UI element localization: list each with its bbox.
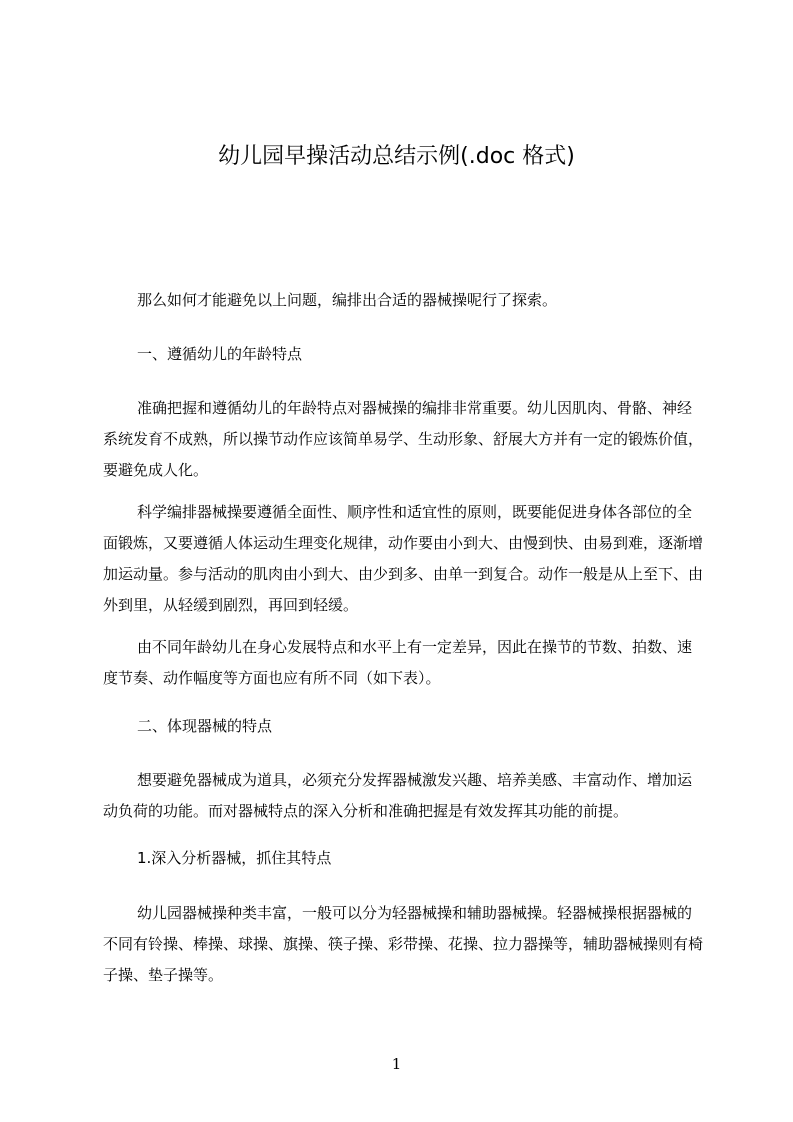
page-number: 1 [391, 1055, 402, 1073]
document-title: 幼儿园早操活动总结示例(.doc 格式) [218, 144, 575, 169]
paragraph-age-differences: 由不同年龄幼儿在身心发展特点和水平上有一定差异，因此在操节的节数、拍数、速度节奏、动作幅度等方面也应有所不同（如下表）。 [103, 638, 693, 687]
section-heading-2: 二、体现器械的特点 [137, 717, 273, 735]
paragraph-equipment-types: 幼儿园器械操种类丰富，一般可以分为轻器械操和辅助器械操。轻器械操根据器械的不同有铃操、棒操、球操、旗操、筷子操、彩带操、花操、拉力器操等，辅助器械操则有椅子操、垫子操等。 [103, 904, 704, 984]
paragraph-age-traits: 准确把握和遵循幼儿的年龄特点对器械操的编排非常重要。幼儿因肌肉、骨骼、神经系统发育不成熟，所以操节动作应该简单易学、生动形象、舒展大方并有一定的锻炼价值，要避免成人化。 [103, 399, 704, 479]
paragraph-intro: 那么如何才能避免以上问题，编排出合适的器械操呢行了探索。 [137, 291, 558, 309]
paragraph-scientific-arrangement: 科学编排器械操要遵循全面性、顺序性和适宜性的原则，既要能促进身体各部位的全面锻炼，又要遵循人体运动生理变化规律，动作要由小到大、由慢到快、由易到难，逐渐增加运动量。参与活动的肌肉由小到大、由少到多、由单一到复合。动作一般是从上至下、由外到里，从轻缓到剧烈，再回到轻缓。 [103, 503, 704, 614]
subsection-heading-1: 1.深入分析器械，抓住其特点 [137, 849, 332, 867]
paragraph-equipment-function: 想要避免器械成为道具，必须充分发挥器械激发兴趣、培养美感、丰富动作、增加运动负荷的功能。而对器械特点的深入分析和准确把握是有效发挥其功能的前提。 [103, 771, 693, 820]
section-heading-1: 一、遵循幼儿的年龄特点 [137, 345, 303, 363]
